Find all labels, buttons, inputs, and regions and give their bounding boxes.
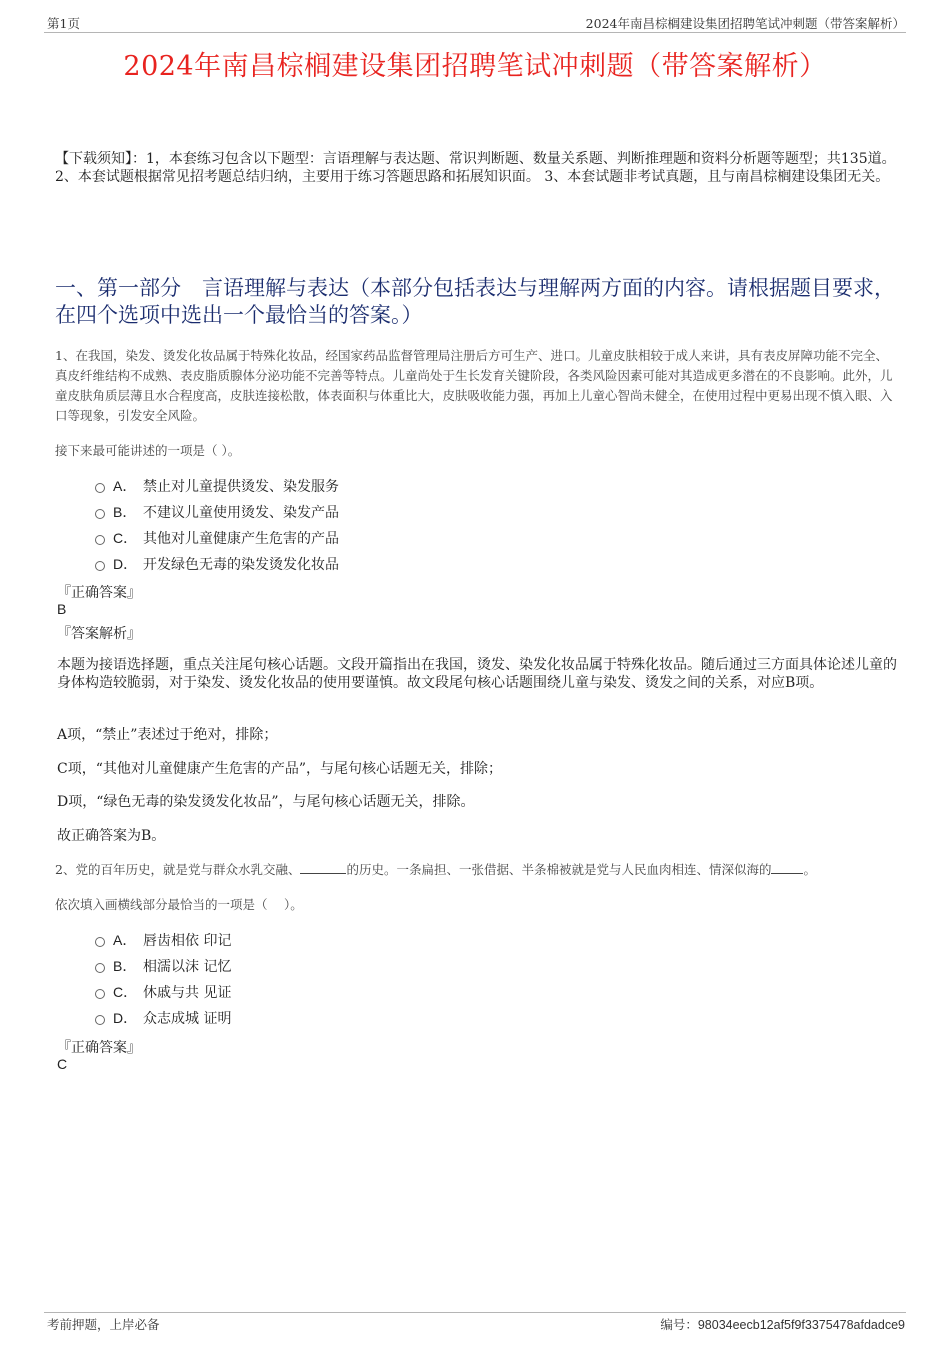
footer-divider bbox=[44, 1312, 906, 1313]
document-title: 2024年南昌棕榈建设集团招聘笔试冲刺题（带答案解析） bbox=[123, 51, 827, 82]
radio-icon[interactable] bbox=[95, 1015, 105, 1025]
radio-icon[interactable] bbox=[95, 561, 105, 571]
radio-icon[interactable] bbox=[95, 963, 105, 973]
q2-option-a[interactable]: A． 唇齿相依 印记 bbox=[95, 930, 231, 950]
question-2-prompt: 依次填入画横线部分最恰当的一项是（ ）。 bbox=[55, 897, 303, 912]
question-2-text: 2、党的百年历史，就是党与群众水乳交融、 的历史。一条扁担、一张借据、半条棉被就是党与人民血肉相连、情深似海的 。 bbox=[55, 862, 816, 877]
q1-option-d[interactable]: D． 开发绿色无毒的染发烫发化妆品 bbox=[95, 554, 339, 574]
q1-analysis-option-d: D项，“绿色无毒的染发烫发化妆品”，与尾句核心话题无关，排除。 bbox=[57, 794, 475, 810]
footer-doc-code: 编号：98034eecb12af5f9f3375478afdadce9 bbox=[660, 1317, 905, 1332]
section-heading: 一、第一部分 言语理解与表达（本部分包括表达与理解两方面的内容。请根据题目要求，在四个选项中选出一个最恰当的答案。） bbox=[55, 276, 895, 327]
q2-answer-label: 『正确答案』 bbox=[57, 1040, 141, 1056]
page-number: 第1页 bbox=[47, 16, 80, 31]
question-1-text: 1、在我国，染发、烫发化妆品属于特殊化妆品，经国家药品监督管理局注册后方可生产、进口。儿童皮肤相较于成人来讲，具有表皮屏障功能不完全、真皮纤维结构不成熟、表皮脂质腺体分泌功能不完善等特点。儿童尚处于生长发育关键阶段，各类风险因素可能对其造成更多潜在的不良影响。此外，儿童皮肤角质层薄且水合程度高，皮肤连接松散，体表面积与体重比大，皮肤吸收能力强，再加上儿童心智尚未健全，在使用过程中更易出现不慎入眼、入口等现象，引发安全风险。 bbox=[55, 348, 893, 423]
q1-option-b[interactable]: B． 不建议儿童使用烫发、染发产品 bbox=[95, 502, 339, 522]
radio-icon[interactable] bbox=[95, 989, 105, 999]
q1-option-c[interactable]: C． 其他对儿童健康产生危害的产品 bbox=[95, 528, 339, 548]
fill-blank bbox=[771, 860, 803, 874]
q1-analysis-option-c: C项，“其他对儿童健康产生危害的产品”，与尾句核心话题无关，排除； bbox=[57, 761, 503, 777]
running-header-title: 2024年南昌棕榈建设集团招聘笔试冲刺题（带答案解析） bbox=[585, 16, 905, 31]
radio-icon[interactable] bbox=[95, 937, 105, 947]
q1-answer: B bbox=[57, 601, 67, 617]
q1-analysis-summary: 本题为接语选择题，重点关注尾句核心话题。文段开篇指出在我国，烫发、染发化妆品属于特殊化妆品。随后通过三方面具体论述儿童的身体构造较脆弱，对于染发、烫发化妆品的使用要谨慎。故文段尾句核心话题围绕儿童与染发、烫发之间的关系，对应B项。 bbox=[57, 657, 897, 691]
header-divider bbox=[44, 32, 906, 33]
q1-answer-label: 『正确答案』 bbox=[57, 585, 141, 601]
q2-option-b[interactable]: B． 相濡以沫 记忆 bbox=[95, 956, 231, 976]
q2-answer: C bbox=[57, 1056, 68, 1072]
q1-analysis-conclusion: 故正确答案为B。 bbox=[57, 828, 166, 844]
fill-blank bbox=[300, 860, 346, 874]
radio-icon[interactable] bbox=[95, 509, 105, 519]
q2-option-c[interactable]: C． 休戚与共 见证 bbox=[95, 982, 231, 1002]
q1-analysis-label: 『答案解析』 bbox=[57, 626, 141, 642]
download-notice: 【下载须知】：1，本套练习包含以下题型：言语理解与表达题、常识判断题、数量关系题、判断推理题和资料分析题等题型；共135道。 2、本套试题根据常见招考题总结归纳，主要用于练习答题思路和拓展知识面。 3、本套试题非考试真题，且与南昌棕榈建设集团无关。 bbox=[55, 151, 896, 185]
q2-option-d[interactable]: D． 众志成城 证明 bbox=[95, 1008, 231, 1028]
question-1-prompt: 接下来最可能讲述的一项是（ ）。 bbox=[55, 443, 241, 458]
radio-icon[interactable] bbox=[95, 535, 105, 545]
radio-icon[interactable] bbox=[95, 483, 105, 493]
q1-option-a[interactable]: A． 禁止对儿童提供烫发、染发服务 bbox=[95, 476, 339, 496]
footer-slogan: 考前押题，上岸必备 bbox=[47, 1317, 160, 1332]
q1-analysis-option-a: A项，“禁止”表述过于绝对，排除； bbox=[57, 727, 278, 743]
